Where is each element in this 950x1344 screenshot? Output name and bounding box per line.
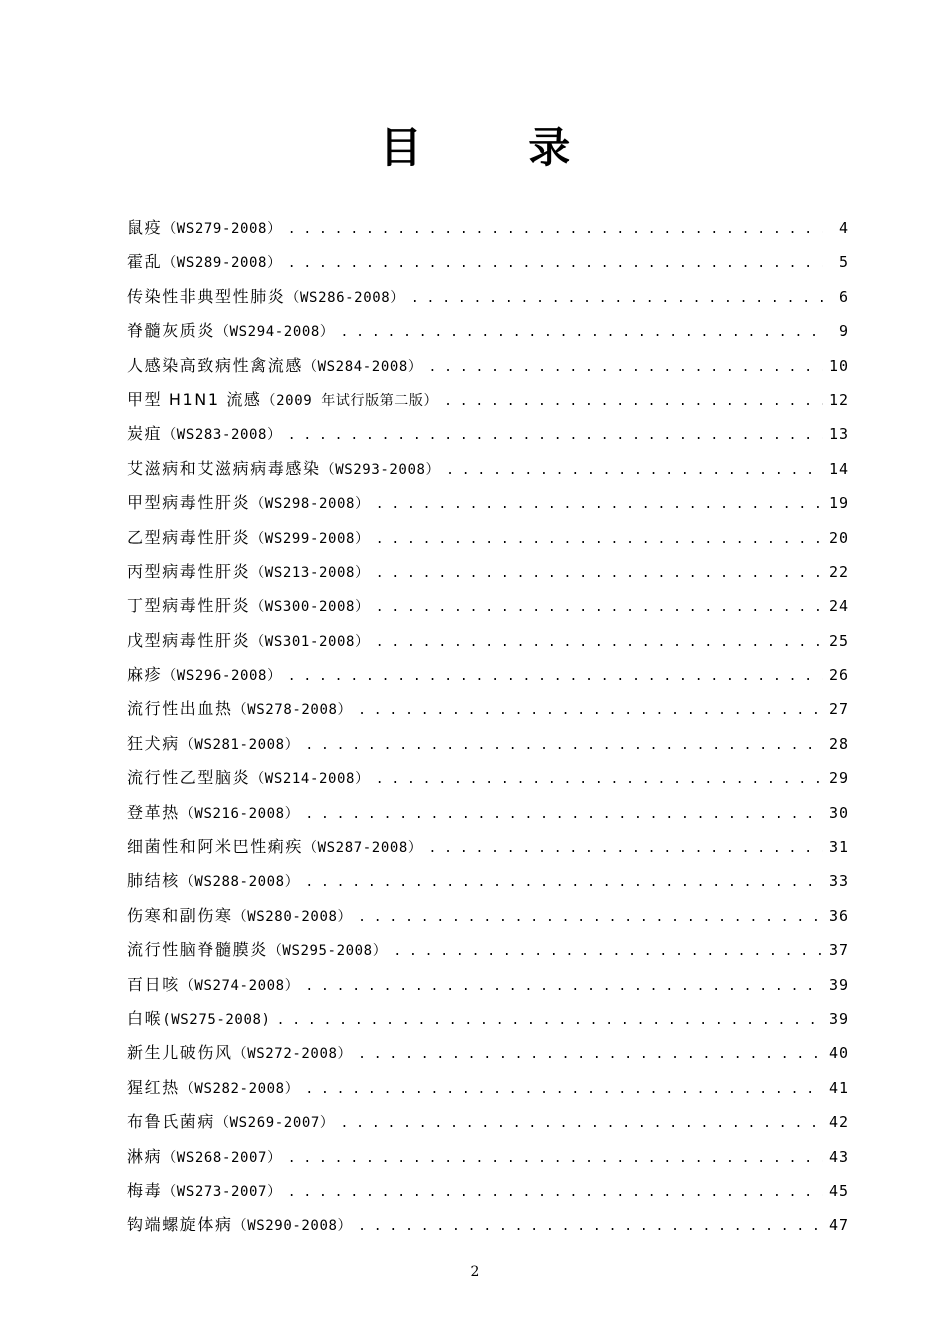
toc-dot-leader: [393, 935, 823, 969]
toc-entry-title: [127, 1002, 271, 1037]
toc-dot-leader: [376, 626, 823, 660]
toc-entry-title: [127, 1174, 282, 1209]
toc-entry-title: [127, 933, 387, 968]
toc-entry[interactable]: [127, 349, 849, 383]
toc-entry-name: 梅毒: [127, 1180, 163, 1200]
toc-entry-page: 45: [828, 1181, 849, 1200]
toc-dot-leader: [341, 316, 823, 350]
toc-dot-leader: [277, 1004, 823, 1038]
toc-dot-leader: [305, 970, 823, 1004]
toc-entry-code: （WS268-2007）: [162, 1149, 282, 1166]
toc-entry-page: 39: [828, 975, 849, 994]
toc-entry[interactable]: [127, 761, 849, 795]
toc-entry-page: 20: [828, 528, 849, 547]
toc-entry-code: （WS295-2008）: [267, 943, 388, 960]
toc-entry-page: 28: [828, 734, 849, 753]
toc-entry[interactable]: [127, 486, 849, 520]
toc-dot-leader: [358, 901, 823, 935]
toc-entry-code: （WS298-2008）: [250, 496, 370, 513]
toc-entry-page: 22: [828, 562, 849, 581]
toc-entry-title: [127, 624, 370, 659]
toc-dot-leader: [341, 1107, 823, 1141]
toc-dot-leader: [358, 1210, 823, 1244]
toc-entry-name: 炭疽: [127, 424, 163, 444]
toc-entry-code: （WS286-2008）: [285, 289, 405, 306]
toc-entry[interactable]: [127, 1140, 849, 1174]
toc-entry-code: （WS269-2007）: [215, 1115, 335, 1132]
toc-dot-leader: [429, 832, 823, 866]
toc-entry-page: 19: [828, 494, 849, 513]
toc-entry-title: [127, 692, 352, 727]
toc-entry-name: 丙型病毒性肝炎: [127, 561, 251, 581]
toc-entry-code: （WS301-2008）: [250, 633, 370, 650]
toc-entry-page: 6: [838, 287, 849, 306]
toc-entry-page: 24: [828, 597, 849, 616]
toc-entry-name: 传染性非典型性肺炎: [127, 286, 286, 306]
toc-entry-name: 登革热: [127, 802, 180, 822]
toc-entry[interactable]: [127, 1105, 849, 1139]
toc-entry-title: [127, 452, 440, 487]
page-number: 2: [470, 1264, 480, 1280]
toc-dot-leader: [305, 798, 823, 832]
toc-entry-code: （WS287-2008）: [303, 840, 423, 857]
toc-entry-code: （WS216-2008）: [179, 805, 300, 822]
toc-entry-name: 新生儿破伤风: [127, 1043, 233, 1063]
toc-entry-code: （WS283-2008）: [162, 427, 282, 444]
toc-entry-title: [127, 899, 352, 934]
toc-entry-name: 乙型病毒性肝炎: [127, 527, 251, 547]
toc-entry-title: [127, 589, 370, 624]
toc-entry[interactable]: [127, 624, 849, 658]
toc-entry-title: [127, 658, 282, 693]
toc-dot-leader: [358, 694, 823, 728]
toc-entry-page: 5: [838, 253, 849, 272]
toc-entry-name: 白喉: [127, 1008, 163, 1028]
toc-entry-page: 42: [828, 1113, 849, 1132]
toc-entry-title: [127, 761, 370, 796]
toc-entry-page: 47: [828, 1216, 849, 1235]
toc-entry[interactable]: [127, 1174, 849, 1208]
toc-entry-code: （WS273-2007）: [162, 1183, 282, 1200]
page-title: 目 录: [379, 123, 617, 173]
toc-entry[interactable]: [127, 211, 849, 245]
toc-dot-leader: [376, 523, 823, 557]
toc-entry-page: 33: [828, 872, 849, 891]
toc-entry[interactable]: [127, 452, 849, 486]
toc-entry[interactable]: [127, 589, 849, 623]
toc-dot-leader: [376, 488, 823, 522]
toc-entry-code: （WS296-2008）: [162, 668, 282, 685]
toc-entry-code: （WS299-2008）: [250, 530, 370, 547]
toc-entry-title: [127, 486, 370, 521]
toc-entry[interactable]: [127, 521, 849, 555]
toc-entry-name: 脊髓灰质炎: [127, 321, 216, 341]
toc-entry[interactable]: [127, 383, 849, 417]
toc-entry-page: 25: [828, 631, 849, 650]
toc-entry-page: 30: [828, 803, 849, 822]
toc-entry-page: 13: [828, 425, 849, 444]
toc-entry-name: 流行性出血热: [127, 699, 233, 719]
toc-entry[interactable]: [127, 555, 849, 589]
toc-entry[interactable]: [127, 417, 849, 451]
toc-entry-name: 肺结核: [127, 871, 180, 891]
toc-entry-name: 布鲁氏菌病: [127, 1112, 216, 1132]
toc-entry-name: 细菌性和阿米巴性痢疾: [127, 837, 304, 857]
toc-entry-page: 43: [828, 1147, 849, 1166]
toc-entry-page: 14: [828, 459, 849, 478]
toc-entry-title: [127, 864, 299, 899]
toc-entry-name: 戊型病毒性肝炎: [127, 630, 251, 650]
toc-entry-title: [127, 1105, 335, 1140]
toc-entry-name: 艾滋病和艾滋病病毒感染: [127, 458, 321, 478]
toc-entry-page: 36: [828, 906, 849, 925]
toc-entry-code: （WS280-2008）: [232, 908, 353, 925]
toc-entry-name: 狂犬病: [127, 733, 180, 753]
toc-entry-title: [127, 968, 299, 1003]
toc-dot-leader: [305, 1073, 823, 1107]
toc-entry-code: （WS282-2008）: [179, 1080, 300, 1097]
toc-entry-title: [127, 521, 370, 556]
toc-entry-code: （WS290-2008）: [232, 1218, 353, 1235]
toc-entry-page: 4: [838, 219, 849, 237]
toc-entry-page: 41: [828, 1078, 849, 1097]
toc-entry-code: （WS289-2008）: [162, 255, 282, 272]
toc-entry-code: （WS284-2008）: [303, 358, 423, 375]
toc-entry-title: [127, 349, 423, 384]
toc-entry-title: [127, 1208, 352, 1243]
toc-entry-page: 10: [828, 356, 849, 375]
toc-entry[interactable]: [127, 864, 849, 898]
toc-entry[interactable]: [127, 796, 849, 830]
toc-entry-title: [127, 727, 299, 762]
toc-entry-title: [127, 1140, 282, 1175]
toc-entry-page: 9: [838, 322, 849, 341]
toc-entry-page: 31: [828, 838, 849, 857]
toc-entry-code: （WS288-2008）: [179, 874, 300, 891]
toc-dot-leader: [305, 729, 823, 763]
toc-entry-name: 麻疹: [127, 665, 163, 685]
toc-entry-page: 40: [828, 1044, 849, 1063]
toc-entry-name: 甲型 H1N1 流感: [127, 389, 262, 409]
toc-entry-name: 鼠疫: [127, 218, 163, 237]
toc-entry[interactable]: [127, 727, 849, 761]
toc-entry[interactable]: [127, 1208, 849, 1242]
toc-dot-leader: [376, 557, 823, 591]
table-of-contents: [127, 211, 849, 1243]
toc-entry-title: [127, 830, 423, 865]
toc-entry-code: (WS275-2008): [162, 1011, 271, 1028]
toc-entry[interactable]: [127, 658, 849, 692]
toc-entry[interactable]: [127, 1036, 849, 1070]
toc-entry-title: [127, 245, 282, 280]
toc-entry-name: 猩红热: [127, 1077, 180, 1097]
toc-dot-leader: [446, 454, 823, 488]
toc-entry-title: [127, 280, 405, 315]
toc-entry-title: [127, 383, 438, 418]
toc-dot-leader: [305, 866, 823, 900]
toc-entry-title: [127, 555, 370, 590]
toc-entry[interactable]: [127, 245, 849, 279]
toc-entry-name: 丁型病毒性肝炎: [127, 596, 251, 616]
toc-entry-title: [127, 1036, 352, 1071]
toc-entry-page: 29: [828, 769, 849, 788]
toc-dot-leader: [444, 385, 823, 419]
toc-entry-code: （WS274-2008）: [179, 977, 300, 994]
toc-dot-leader: [288, 1176, 823, 1210]
toc-entry[interactable]: [127, 933, 849, 967]
toc-entry-name: 百日咳: [127, 974, 180, 994]
toc-dot-leader: [358, 1038, 823, 1072]
toc-entry-title: [127, 314, 335, 349]
toc-entry-title: [127, 211, 282, 246]
toc-entry-code: （WS272-2008）: [232, 1046, 353, 1063]
toc-entry-code: （WS279-2008）: [162, 221, 282, 237]
toc-dot-leader: [288, 213, 823, 247]
toc-entry-page: 37: [828, 941, 849, 960]
toc-entry[interactable]: [127, 1071, 849, 1105]
toc-entry[interactable]: [127, 968, 849, 1002]
toc-entry-name: 流行性脑脊髓膜炎: [127, 940, 268, 960]
toc-entry[interactable]: [127, 899, 849, 933]
toc-dot-leader: [288, 1142, 823, 1176]
toc-entry-code: （WS281-2008）: [179, 736, 300, 753]
toc-entry[interactable]: [127, 314, 849, 348]
toc-entry-code: （2009 年试行版第二版）: [261, 392, 439, 409]
toc-entry[interactable]: [127, 830, 849, 864]
toc-entry-code: （WS214-2008）: [250, 771, 370, 788]
toc-entry-page: 27: [828, 700, 849, 719]
toc-dot-leader: [288, 660, 823, 694]
toc-dot-leader: [411, 282, 823, 316]
toc-dot-leader: [429, 351, 823, 385]
toc-entry-name: 霍乱: [127, 252, 163, 272]
toc-entry-title: [127, 417, 282, 452]
toc-entry-code: （WS213-2008）: [250, 564, 370, 581]
toc-entry-name: 伤寒和副伤寒: [127, 905, 233, 925]
toc-entry-code: （WS293-2008）: [320, 461, 441, 478]
toc-entry-page: 39: [828, 1009, 849, 1028]
toc-entry-name: 人感染高致病性禽流感: [127, 355, 304, 375]
toc-dot-leader: [288, 419, 823, 453]
toc-entry-name: 钩端螺旋体病: [127, 1215, 233, 1235]
toc-entry-name: 甲型病毒性肝炎: [127, 493, 251, 513]
toc-entry-page: 26: [828, 666, 849, 685]
toc-entry-title: [127, 1071, 299, 1106]
toc-entry-page: 12: [828, 390, 849, 409]
toc-entry[interactable]: [127, 1002, 849, 1036]
toc-dot-leader: [376, 591, 823, 625]
toc-dot-leader: [376, 763, 823, 797]
toc-entry-title: [127, 796, 299, 831]
toc-entry-code: （WS278-2008）: [232, 702, 353, 719]
toc-entry-code: （WS294-2008）: [215, 324, 335, 341]
toc-entry-name: 淋病: [127, 1146, 163, 1166]
toc-entry[interactable]: [127, 280, 849, 314]
toc-entry[interactable]: [127, 692, 849, 726]
toc-dot-leader: [288, 247, 823, 281]
toc-entry-code: （WS300-2008）: [250, 599, 370, 616]
toc-entry-name: 流行性乙型脑炎: [127, 768, 251, 788]
